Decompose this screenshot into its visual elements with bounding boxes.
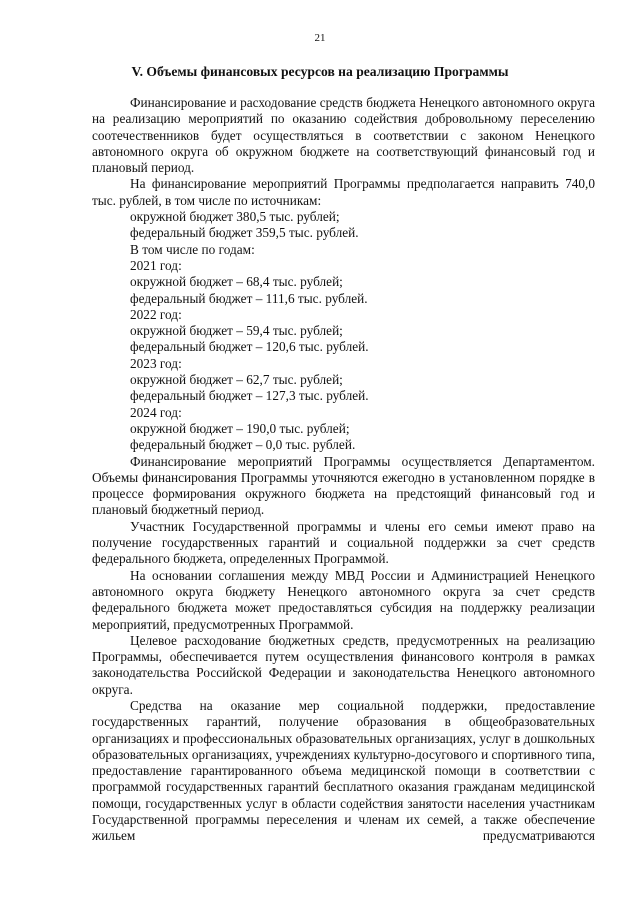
list-line: В том числе по годам: xyxy=(130,241,255,257)
list-line: федеральный бюджет – 0,0 тыс. рублей. xyxy=(130,437,356,453)
section-body xyxy=(92,95,595,845)
list-line: федеральный бюджет – 120,6 тыс. рублей. xyxy=(130,339,369,355)
list-line: окружной бюджет 380,5 тыс. рублей; xyxy=(130,209,340,225)
list-line: окружной бюджет – 190,0 тыс. рублей; xyxy=(130,420,350,436)
list-line: федеральный бюджет – 111,6 тыс. рублей. xyxy=(130,290,368,306)
paragraph: Финансирование мероприятий Программы осуществляется Департаментом. Объемы финансирования Программы уточняются ежегодно в установленном порядке в процессе формирования окружного бюджета на предстоящий финансовый год и плановый бюджетный период. xyxy=(92,453,595,518)
year-label: 2023 год: xyxy=(130,355,182,371)
paragraph: На финансирование мероприятий Программы предполагается направить 740,0 тыс. рублей, в том числе по источникам: xyxy=(92,176,595,208)
list-line: федеральный бюджет 359,5 тыс. рублей. xyxy=(130,225,359,241)
paragraph: Целевое расходование бюджетных средств, предусмотренных на реализацию Программы, обеспечивается путем осуществления финансового контроля в рамках законодательства Российской Федерации и законодательства Ненецкого автономного округа. xyxy=(92,632,595,697)
list-line: окружной бюджет – 68,4 тыс. рублей; xyxy=(130,274,343,290)
list-line: окружной бюджет – 62,7 тыс. рублей; xyxy=(130,372,343,388)
list-line: окружной бюджет – 59,4 тыс. рублей; xyxy=(130,323,343,339)
paragraph: Средства на оказание мер социальной поддержки, предоставление государственных гарантий, получение образования в общеобразовательных организациях и профессиональных образовательных организациях, услуг в дошкольных образовательных организациях, учреждениях культурно-досугового и спортивного типа, предоставление гарантированного объема медицинской помощи в соответствии с программой государственных гарантий бесплатного оказания гражданам медицинской помощи, государственных услуг в области содействия занятости населения участникам Государственной программы переселения и членам их семей, а также обеспечение жильем предусматриваются xyxy=(92,697,596,844)
page-number: 21 xyxy=(314,32,326,44)
year-label: 2022 год: xyxy=(130,306,182,322)
paragraph: Участник Государственной программы и члены его семьи имеют право на получение государственных гарантий и социальной поддержки за счет средств федерального бюджета, определенных Программой. xyxy=(92,518,595,567)
section-heading: V. Объемы финансовых ресурсов на реализацию Программы xyxy=(131,64,509,79)
paragraph: На основании соглашения между МВД России и Администрацией Ненецкого автономного округа бюджету Ненецкого автономного округа за счет средств федерального бюджета может предоставляться субсидия на поддержку реализации мероприятий, предусмотренных Программой. xyxy=(92,567,595,632)
year-label: 2024 год: xyxy=(130,404,182,420)
paragraph: Финансирование и расходование средств бюджета Ненецкого автономного округа на реализацию мероприятий по оказанию содействия добровольному переселению соотечественников будет осуществляться в соответствии с законом Ненецкого автономного округа об окружном бюджете на соответствующий финансовый год и плановый период. xyxy=(92,95,595,176)
list-line: федеральный бюджет – 127,3 тыс. рублей. xyxy=(130,388,369,404)
year-label: 2021 год: xyxy=(130,257,182,273)
